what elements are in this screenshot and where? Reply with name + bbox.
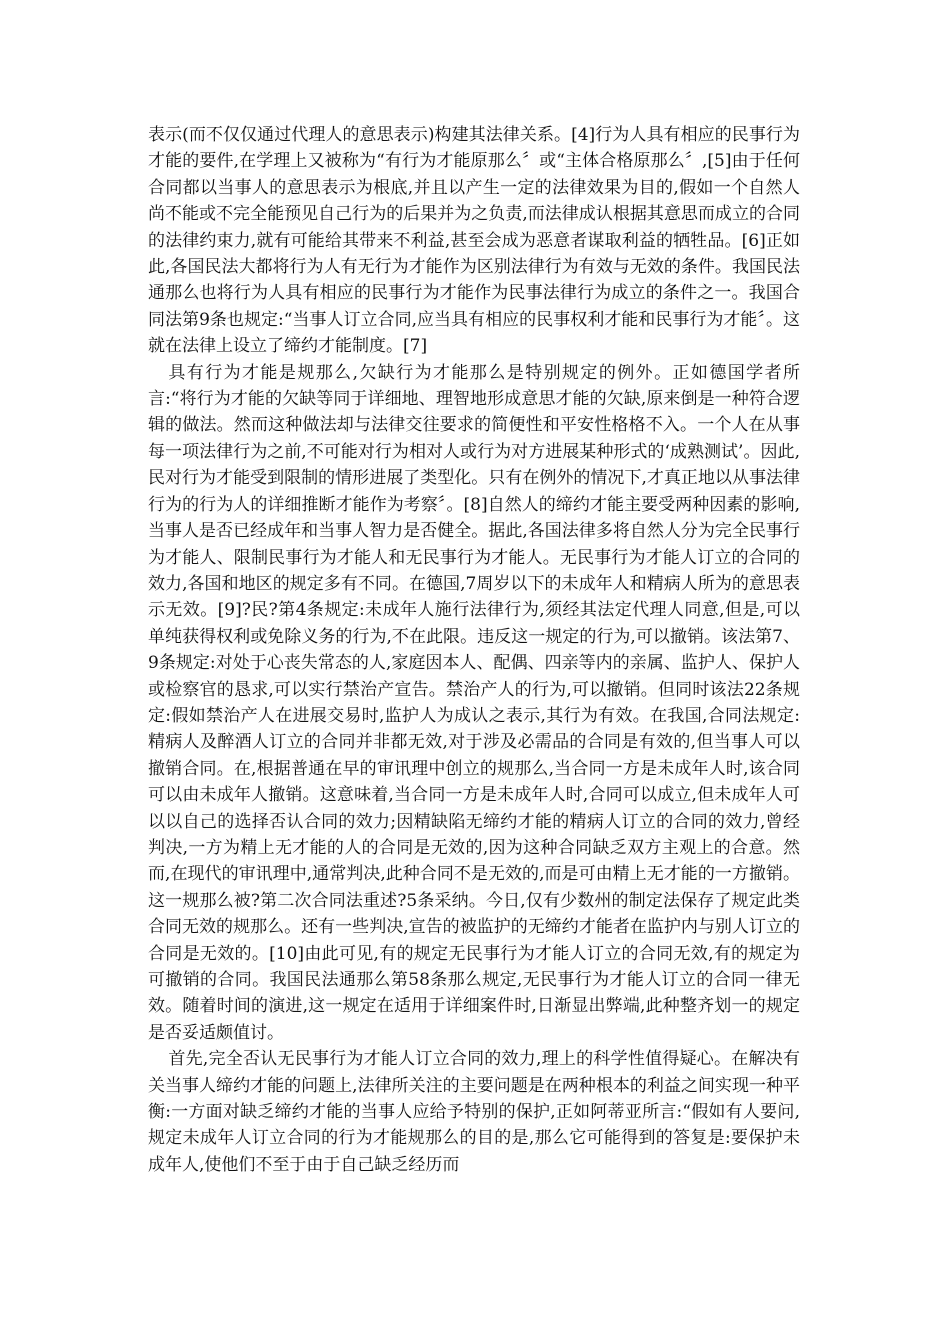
paragraph-2: 具有行为才能是规那么,欠缺行为才能那么是特别规定的例外。正如德国学者所言:“将行为才能的欠缺等同于详细地、理智地形成意思才能的欠缺,原来倒是一种符合逻辑的做法。然而这种做法却与法律交往要求的简便性和平安性格格不入。一个人在从事每一项法律行为之前,不可能对行为相对人或行为对方进展某种形式的‘成熟测试’。因此,民对行为才能受到限制的情形进展了类型化。只有在例外的情况下,才真正地以从事法律行为的行为人的详细推断才能作为考察〞。[8]自然人的缔约才能主要受两种因素的影响,当事人是否已经成年和当事人智力是否健全。据此,各国法律多将自然人分为完全民事行为才能人、限制民事行为才能人和无民事行为才能人。无民事行为才能人订立的合同的效力,各国和地区的规定多有不同。在德国,7周岁以下的未成年人和精病人所为的意思表示无效。[9]?民?第4条规定:未成年人施行法律行为,须经其法定代理人同意,但是,可以单纯获得权利或免除义务的行为,不在此限。违反这一规定的行为,可以撤销。该法第7、9条规定:对处于心丧失常态的人,家庭因本人、配偶、四亲等内的亲属、监护人、保护人或检察官的恳求,可以实行禁治产宣告。禁治产人的行为,可以撤销。但同时该法22条规定:假如禁治产人在进展交易时,监护人为成认之表示,其行为有效。在我国,合同法规定:精病人及醉酒人订立的合同并非都无效,对于涉及必需品的合同是有效的,但当事人可以撤销合同。在,根据普通在早的审讯理中创立的规那么,当合同一方是未成年人时,该合同可以由未成年人撤销。这意味着,当合同一方是未成年人时,合同可以成立,但未成年人可以以自己的选择否认合同的效力;因精缺陷无缔约才能的精病人订立的合同的效力,曾经判决,一方为精上无才能的人的合同是无效的,因为这种合同缺乏双方主观上的合意。然而,在现代的审讯理中,通常判决,此种合同不是无效的,而是可由精上无才能的一方撤销。这一规那么被?第二次合同法重述?5条采纳。今日,仅有少数州的制定法保存了规定此类合同无效的规那么。还有一些判决,宣告的被监护的无缔约才能者在监护内与别人订立的合同是无效的。[10]由此可见,有的规定无民事行为才能人订立的合同无效,有的规定为可撤销的合同。我国民法通那么第58条那么规定,无民事行为才能人订立的合同一律无效。随着时间的演进,这一规定在适用于详细案件时,日渐显出弊端,此种整齐划一的规定是否妥适颇值讨。 [148, 362, 800, 1043]
paragraph-1: 表示(而不仅仅通过代理人的意思表示)构建其法律关系。[4]行为人具有相应的民事行为才能的要件,在学理上又被称为“有行为才能原那么〞或“主体合格原那么〞,[5]由于任何合同都以当事人的意思表示为根底,并且以产生一定的法律效果为目的,假如一个自然人尚不能或不完全能预见自己行为的后果并为之负责,而法律成认根据其意思而成立的合同的法律约束力,就有可能给其带来不利益,甚至会成为恶意者谋取利益的牺牲品。[6]正如此,各国民法大都将行为人有无行为才能作为区别法律行为有效与无效的条件。我国民法通那么也将行为人具有相应的民事行为才能作为民事法律行为成立的条件之一。我国合同法第9条也规定:“当事人订立合同,应当具有相应的民事权利才能和民事行为才能〞。这就在法律上设立了缔约才能制度。[7] [148, 125, 800, 357]
document-body [148, 122, 800, 1178]
paragraph-3: 首先,完全否认无民事行为才能人订立合同的效力,理上的科学性值得疑心。在解决有关当事人缔约才能的问题上,法律所关注的主要问题是在两种根本的利益之间实现一种平衡:一方面对缺乏缔约才能的当事人应给予特别的保护,正如阿蒂亚所言:“假如有人要问,规定未成年人订立合同的行为才能规那么的目的是,那么它可能得到的答复是:要保护未成年人,使他们不至于由于自己缺乏经历而 [148, 1049, 800, 1175]
